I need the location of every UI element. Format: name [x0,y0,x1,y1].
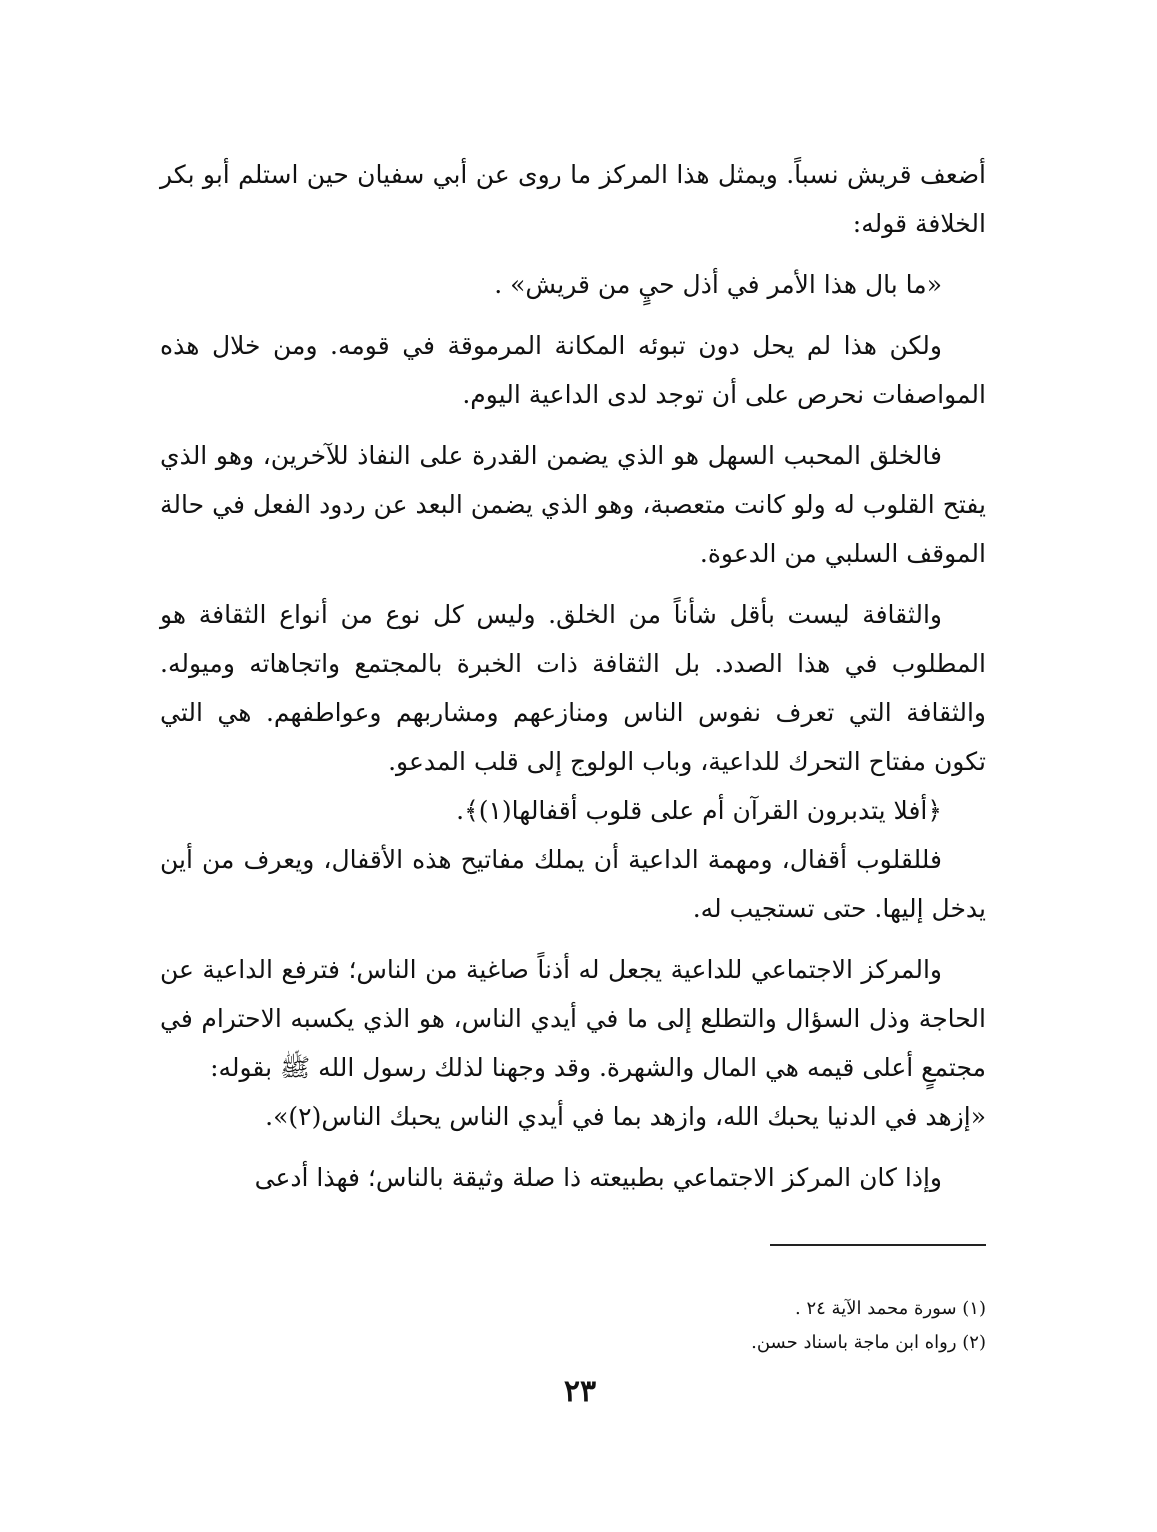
paragraph-character: فالخلق المحبب السهل هو الذي يضمن القدرة على النفاذ للآخرين، وهو الذي يفتح القلوب له ولو كانت متعصبة، وهو الذي يضمن البعد عن ردود الفعل في حالة الموقف السلبي من الدعوة. [160,441,986,568]
footnote-1: (١) سورة محمد الآية ٢٤ . [795,1298,986,1319]
spacer [160,309,986,321]
hadith-quote: «إزهد في الدنيا يحبك الله، وازهد بما في أيدي الناس يحبك الناس(٢)». [265,1102,986,1131]
paragraph-closing: وإذا كان المركز الاجتماعي بطبيعته ذا صلة وثيقة بالناس؛ فهذا أدعى [254,1163,942,1192]
page-number: ٢٣ [563,1374,597,1409]
spacer [160,248,986,260]
spacer [160,1141,986,1153]
paragraph-social-status: والمركز الاجتماعي للداعية يجعل له أذناً صاغية من الناس؛ فترفع الداعية عن الحاجة وذل السؤال والتطلع إلى ما في أيدي الناس، هو الذي يكسبه الاحترام في مجتمعٍ أعلى قيمه هي المال والشهرة. وقد وجهنا لذلك رسول الله ﷺ بقوله: [160,955,986,1082]
footnote-2: (٢) رواه ابن ماجة باسناد حسن. [751,1332,986,1353]
paragraph-hearts: فللقلوب أقفال، ومهمة الداعية أن يملك مفاتيح هذه الأقفال، ويعرف من أين يدخل إليها. حتى تستجيب له. [160,845,986,923]
quran-verse: ﴿أفلا يتدبرون القرآن أم على قلوب أقفالها(١)﴾. [456,796,942,825]
paragraph-status: ولكن هذا لم يحل دون تبوئه المكانة المرموقة في قومه. ومن خلال هذه المواصفات نحرص على أن توجد لدى الداعية اليوم. [160,331,986,409]
paragraph-culture: والثقافة ليست بأقل شأناً من الخلق. وليس كل نوع من أنواع الثقافة هو المطلوب في هذا الصدد. بل الثقافة ذات الخبرة بالمجتمع واتجاهاته وميوله. والثقافة التي تعرف نفوس الناس ومنازعهم ومشاربهم وعواطفهم. هي التي تكون مفتاح التحرك للداعية، وباب الولوج إلى قلب المدعو. [160,600,986,776]
footnotes [600,1292,986,1360]
body-text [160,150,986,1202]
spacer [160,578,986,590]
spacer [160,933,986,945]
paragraph-continuation: أضعف قريش نسباً. ويمثل هذا المركز ما روى عن أبي سفيان حين استلم أبو بكر الخلافة قوله: [160,160,986,238]
quote-abu-sufyan: «ما بال هذا الأمر في أذل حيٍ من قريش» . [494,270,942,299]
spacer [160,419,986,431]
footnote-divider [770,1244,986,1246]
